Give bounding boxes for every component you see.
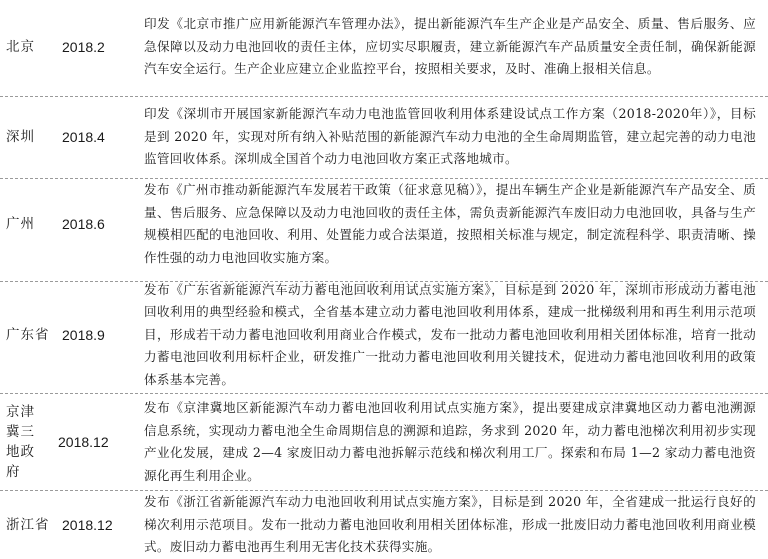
table-row [0,396,768,488]
table-row [0,97,768,177]
description-cell: 发布《广东省新能源汽车动力蓄电池回收利用试点实施方案》，目标是到 2020 年，深圳市形成动力蓄电池回收利用的典型经验和模式，全省基本建立动力蓄电池回收利用体系，建成一批梯级利用和再生利用示范项目，形成若干动力蓄电池回收利用商业合作模式，发布一批动力蓄电池回收利用相关团体标准，培育一批动力蓄电池回收利用标杆企业，研发推广一批动力蓄电池回收利用关键技术，促进动力蓄电池回收利用的政策体系基本完善。 [144,281,756,387]
description-cell: 发布《广州市推动新能源汽车发展若干政策（征求意见稿）》，提出车辆生产企业是新能源汽车产品安全、质量、售后服务、应急保障以及动力电池回收的责任主体，需负责新能源汽车废旧动力电池回收，具备与生产规模相匹配的电池回收、利用、处置能力或合法渠道，按照相关标准与规定，制定流程科学、职责清晰、操作性强的动力电池回收实施方案。 [144,182,756,265]
date-cell: 2018.12 [62,517,113,533]
date-cell: 2018.6 [62,216,105,232]
region-cell: 深圳 [6,129,35,145]
region-cell: 广东省 [6,327,50,343]
region-cell: 浙江省 [6,517,50,533]
table-row [0,2,768,92]
table-row [0,492,768,558]
region-cell: 北京 [6,39,35,55]
description-cell: 发布《京津冀地区新能源汽车动力蓄电池回收利用试点实施方案》，提出要建成京津冀地区动力蓄电池溯源信息系统，实现动力蓄电池全生命周期信息的溯源和追踪，务求到 2020 年，动力蓄电池梯次利用初步实现产业化发展，建成 2—4 家废旧动力蓄电池拆解示范线和梯次利用工厂。探索和布局 1—2 家动力蓄电池资源化再生利用企业。 [144,400,756,483]
date-cell: 2018.2 [62,39,105,55]
table-row [0,282,768,388]
description-cell: 发布《浙江省新能源汽车动力电池回收利用试点实施方案》，目标是到 2020 年，全省建成一批运行良好的梯次利用示范项目。发布一批动力蓄电池回收利用相关团体标准，形成一批废旧动力蓄电池回收利用商业模式。废旧动力蓄电池再生利用无害化技术获得实施。 [144,494,756,555]
date-cell: 2018.9 [62,327,105,343]
date-cell: 2018.12 [58,434,109,450]
region-cell: 广州 [6,216,35,232]
table-row [0,179,768,269]
description-cell: 印发《北京市推广应用新能源汽车管理办法》，提出新能源汽车生产企业是产品安全、质量、售后服务、应急保障以及动力电池回收的责任主体，应切实尽职履责，建立新能源汽车产品质量安全责任制，确保新能源汽车安全运行。生产企业应建立企业监控平台，按照相关要求，及时、准确上报相关信息。 [144,16,756,77]
description-cell: 印发《深圳市开展国家新能源汽车动力电池监管回收利用体系建设试点工作方案（2018-2020年）》，目标是到 2020 年，实现对所有纳入补贴范围的新能源汽车动力电池的全生命周期监管，建立起完善的动力电池监管回收体系。深圳成全国首个动力电池回收方案正式落地城市。 [144,106,756,167]
date-cell: 2018.4 [62,129,105,145]
region-cell: 京津冀三地政府 [6,404,35,480]
row-divider [0,393,768,394]
